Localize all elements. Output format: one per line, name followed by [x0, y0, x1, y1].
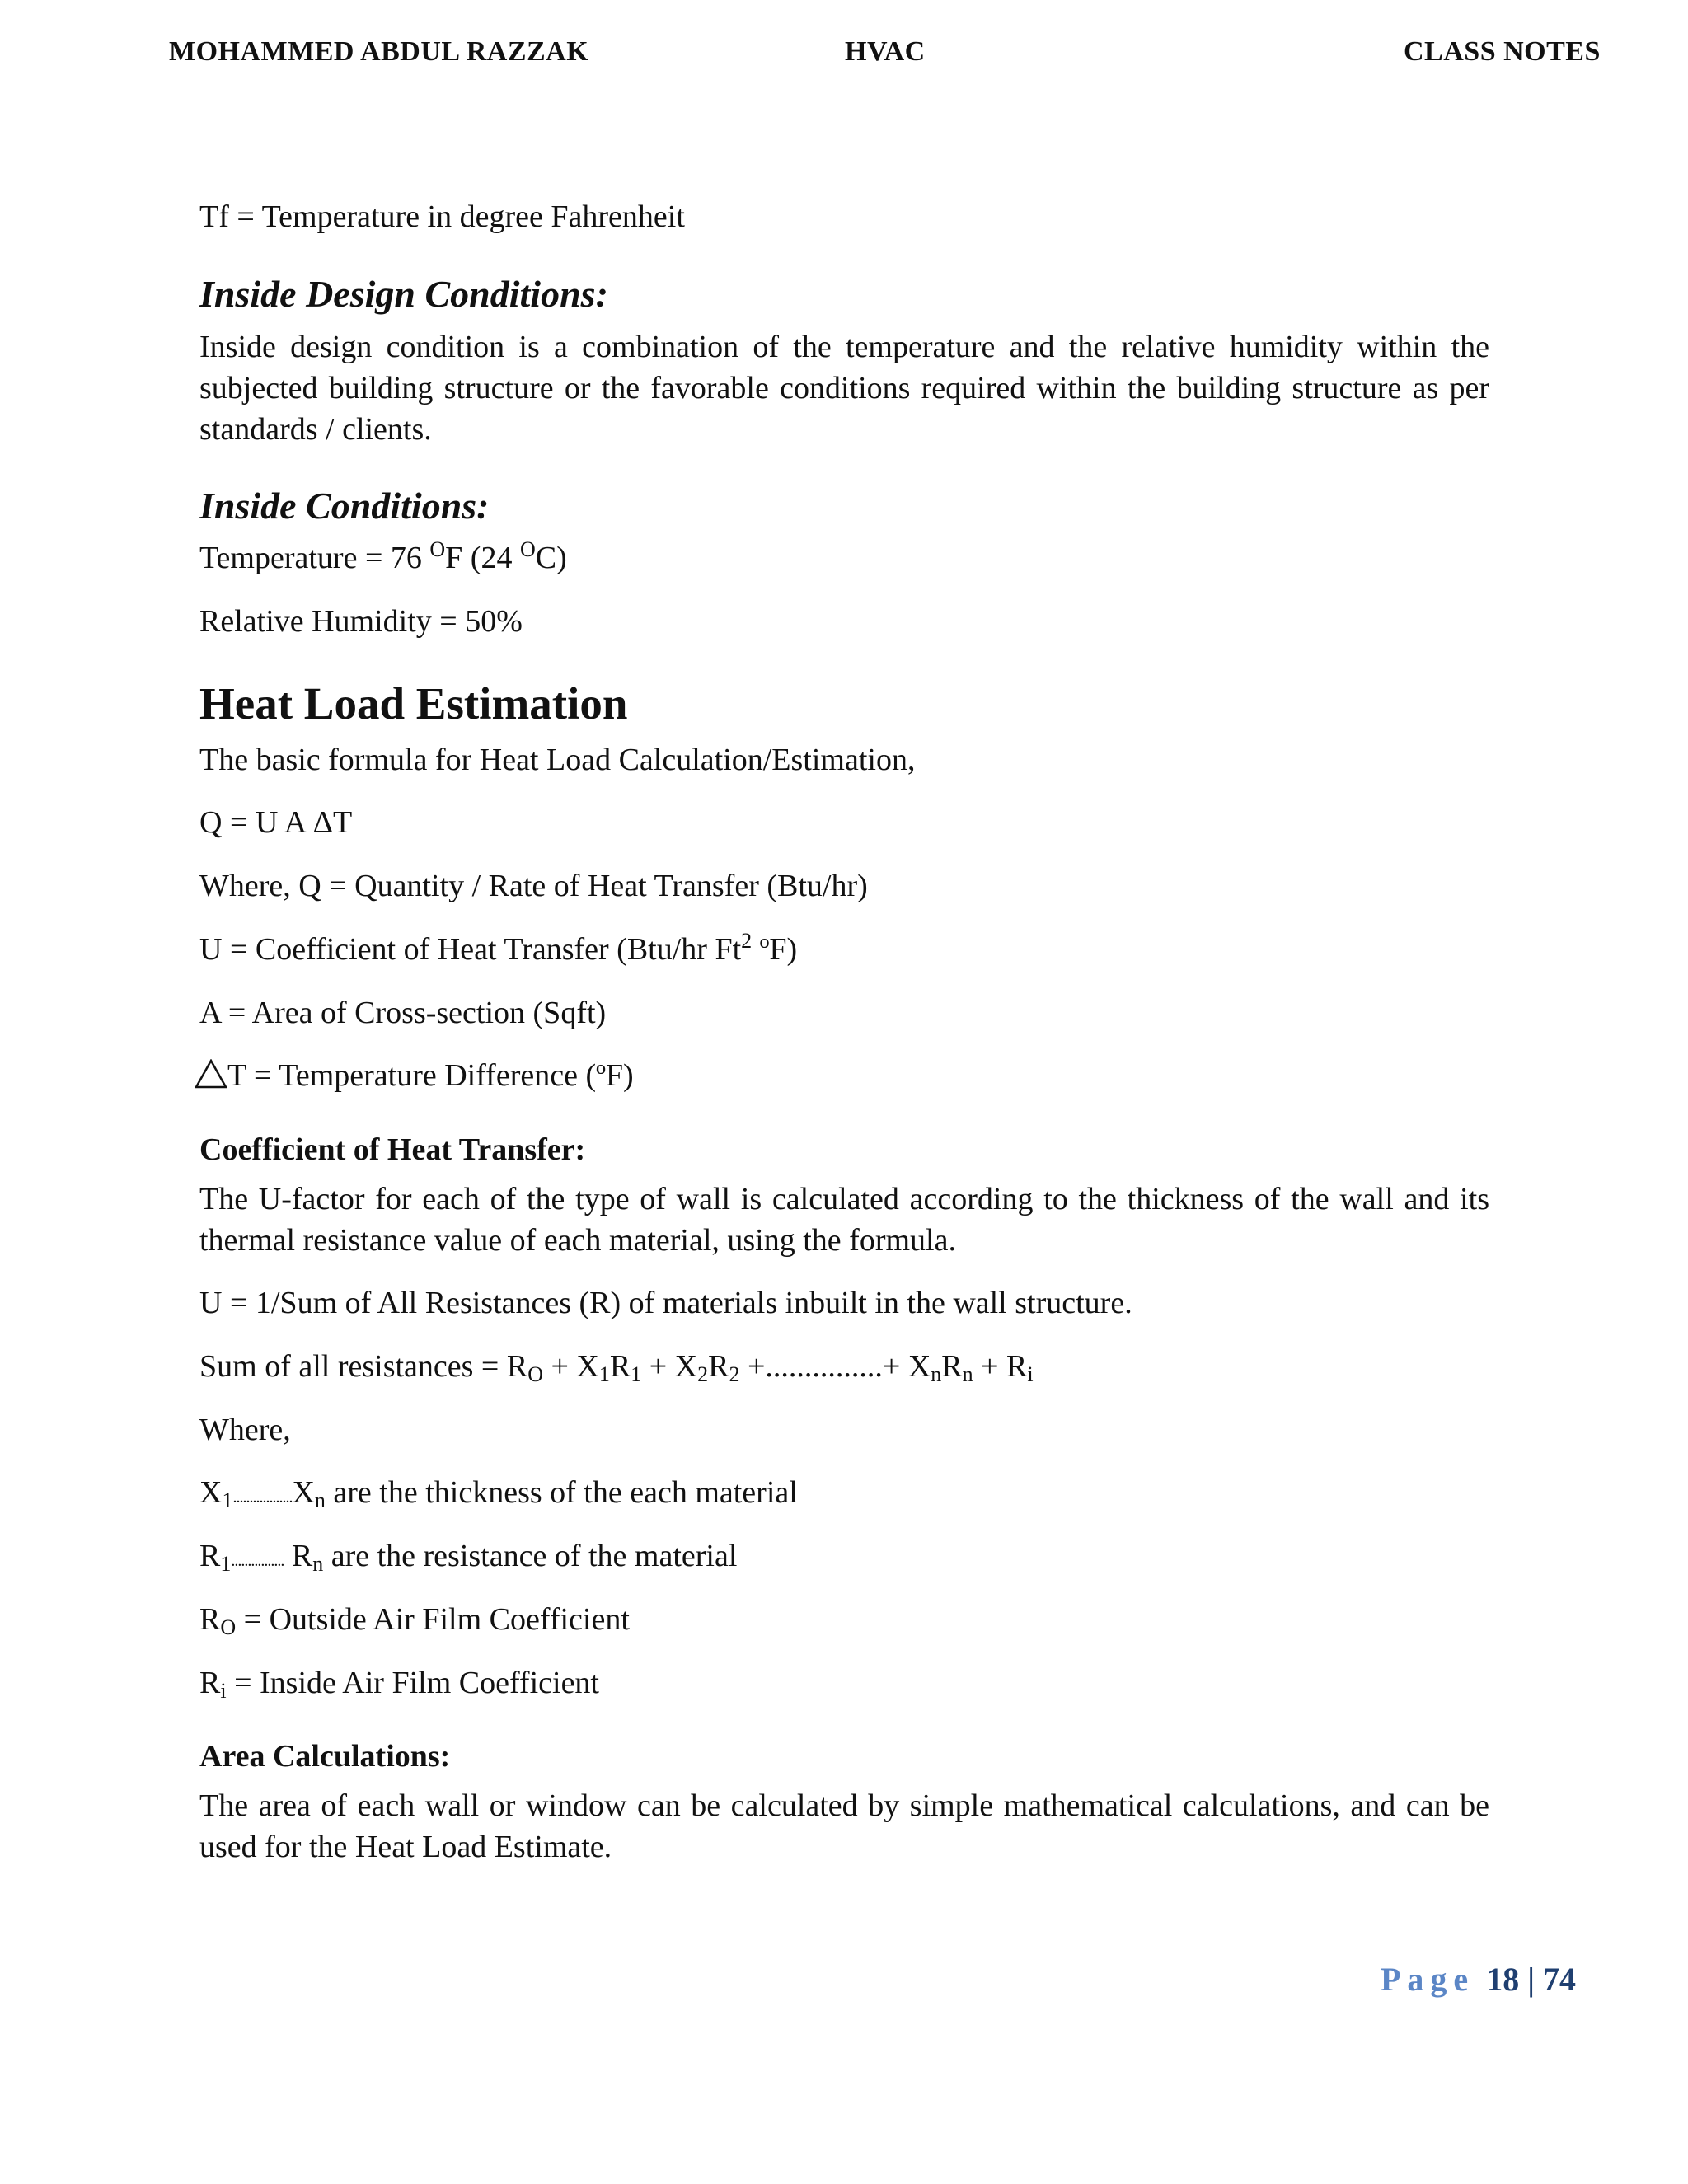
page-number: 18 | 74: [1486, 1961, 1576, 1998]
dt-definition: T = Temperature Difference (ºF): [195, 1055, 634, 1096]
ro-line: $R_O$ = Outside Air Film Coefficient: [199, 1602, 630, 1639]
where-label: Where,: [199, 1413, 291, 1447]
inside-design-heading: Inside Design Conditions:: [199, 273, 608, 315]
basic-formula-text: The basic formula for Heat Load Calculation/Estimation,: [199, 743, 916, 777]
header-author: MOHAMMED ABDUL RAZZAK: [169, 36, 589, 67]
q-definition: Where, Q = Quantity / Rate of Heat Transfer (Btu/hr): [199, 869, 868, 903]
x-thickness-line: $X_1..................X_n$ are the thickness of the each material: [199, 1475, 798, 1512]
page-label: Page: [1381, 1961, 1475, 1998]
coefficient-text: The U-factor for each of the type of wall is calculated according to the thickness of the wall and its thermal resistance value of each material, using the formula.: [199, 1182, 1489, 1258]
humidity-line: Relative Humidity = 50%: [199, 604, 523, 639]
inside-conditions-heading: Inside Conditions:: [199, 485, 490, 527]
heat-load-heading: Heat Load Estimation: [199, 678, 628, 729]
temperature-line: Temperature = 76 $^O$F (24 $^O$C): [199, 537, 567, 575]
header-label: CLASS NOTES: [1404, 36, 1601, 67]
r-resistance-line: $R_1$................ $R_n$ are the resistance of the material: [199, 1539, 738, 1576]
u-definition: U = Coefficient of Heat Transfer (Btu/hr Ft$^2$ ºF): [199, 929, 798, 967]
page-footer: [1381, 1960, 1576, 1999]
inside-design-text: Inside design condition is a combination of the temperature and the relative humidity within the subjected building structure or the favorable conditions required within the building structure as per standards / clients.: [199, 330, 1489, 447]
area-text: The area of each wall or window can be calculated by simple mathematical calculations, and can be used for the Heat Load Estimate.: [199, 1788, 1489, 1864]
sum-resistances-line: Sum of all resistances = $R_O + X_1R_1 + X_2R_2$ +...............+ $X_nR_n + R_i$: [199, 1349, 1034, 1386]
ri-line: $R_i$ = Inside Air Film Coefficient: [199, 1666, 599, 1703]
u-formula: U = 1/Sum of All Resistances (R) of materials inbuilt in the wall structure.: [199, 1286, 1132, 1320]
delta-triangle-icon: [195, 1059, 227, 1089]
area-heading: Area Calculations:: [199, 1739, 451, 1774]
heat-formula: Q = U A ΔT: [199, 805, 353, 840]
coefficient-heading: Coefficient of Heat Transfer:: [199, 1132, 586, 1167]
header-subject: HVAC: [845, 36, 926, 67]
tf-definition: Tf = Temperature in degree Fahrenheit: [199, 199, 685, 234]
a-definition: A = Area of Cross-section (Sqft): [199, 996, 607, 1030]
